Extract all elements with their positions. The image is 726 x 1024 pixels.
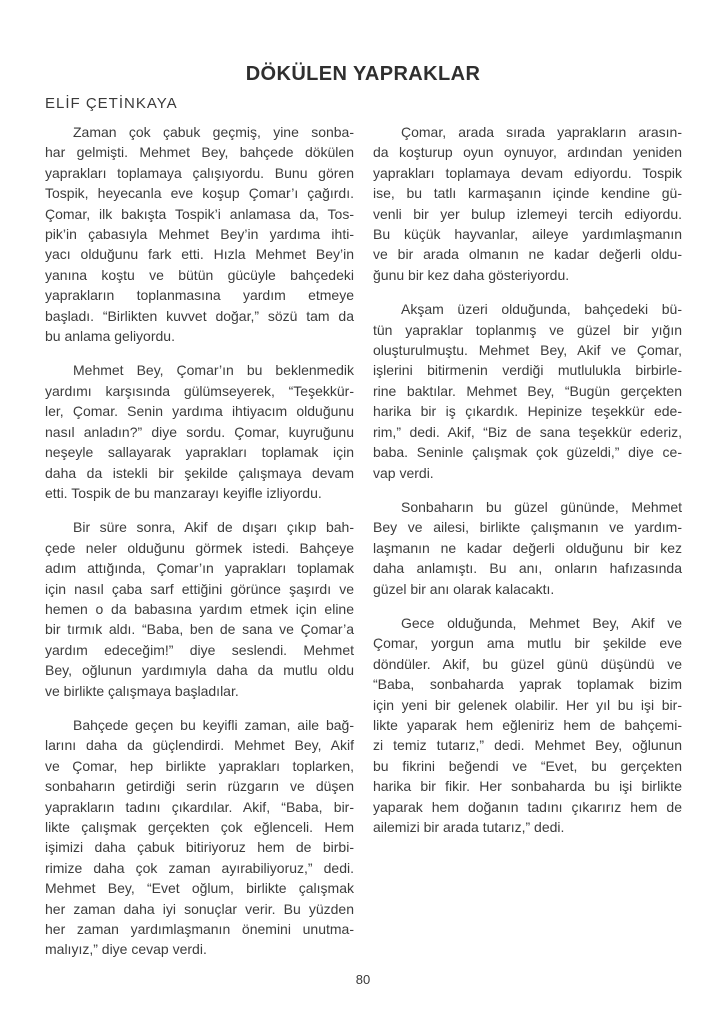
text-line: Akşam üzeri olduğunda, bahçedeki bü- (401, 301, 682, 318)
paragraph (373, 613, 682, 837)
text-line: yaparak hem doğanın tadını çıkarırız hem de (373, 798, 682, 815)
text-columns (45, 122, 682, 974)
paragraph (45, 517, 354, 701)
paragraph (45, 715, 354, 960)
text-line: neşeyle sallayarak yaprakları toplamak için (45, 444, 354, 461)
text-line: yardım edeceğim!” diye seslendi. Mehmet (45, 641, 354, 658)
text-line: daha da istekli bir şekilde çalışmaya devam (45, 464, 354, 481)
author-name: ELİF ÇETİNKAYA (45, 95, 178, 112)
text-line: ailemizi bir arada tutarız,” dedi. (373, 819, 565, 835)
text-line: adım attığında, Çomar’ın yaprakları toplamak (45, 560, 354, 577)
text-line: ve birlikte çalışmaya başladılar. (45, 682, 239, 699)
text-line: baba. Seninle çalışmak çok güzeldi,” diye ce- (373, 444, 682, 461)
text-line: yacı olduğunu fark etti. Hızla Mehmet Bey’in (45, 246, 354, 263)
text-line: için nasıl çaba sarf ettiğini görünce şaşırdı ve (45, 580, 354, 597)
column-right (373, 122, 682, 974)
text-line: zi temiz tutarız,” dedi. Mehmet Bey, oğlunun (373, 737, 682, 754)
text-line: Sonbaharın bu güzel gününde, Mehmet (401, 498, 682, 515)
text-line: rim,” dedi. Akif, “Biz de sana teşekkür ederiz, (373, 423, 682, 440)
text-line: Tospik, heyecanla eve koşup Çomar’ı çağırdı. (45, 185, 354, 202)
text-line: ve bir arada olmanın ne kadar değerli oldu- (373, 246, 682, 263)
text-line: Bahçede geçen bu keyifli zaman, aile bağ- (73, 716, 354, 733)
text-line: yaprakların tadını çıkardılar. Akif, “Baba, bir- (45, 798, 354, 815)
text-line: bu fikrini beğendi ve “Evet, bu gerçekten (373, 757, 682, 774)
text-line: hemen o da babasına yardım etmek için eline (45, 600, 354, 617)
paragraph (373, 497, 682, 599)
text-line: döndüler. Akif, bu güzel günü düşündü ve (373, 655, 682, 672)
text-line: işlerini bitirmenin verdiği mutlulukla birbirle- (373, 362, 682, 379)
text-line: oluşturulmuştu. Mehmet Bey, Akif ve Çomar, (373, 342, 682, 359)
text-line: yaprakları toplamaya devam ediyordu. Tospik (373, 164, 682, 181)
text-line: Zaman çok çabuk geçmiş, yine sonba- (73, 124, 354, 140)
text-line: rine baktılar. Mehmet Bey, “Bugün gerçekten (373, 382, 682, 399)
text-line: çede neler olduğunu görmek istedi. Bahçeye (45, 539, 354, 556)
text-line: da koşturup oyun oynuyor, ardından yeniden (373, 144, 682, 161)
text-line: her zaman daha iyi sonuçlar verir. Bu yüzden (45, 900, 354, 917)
text-line: malıyız,” diye cevap verdi. (45, 941, 207, 958)
page-title: DÖKÜLEN YAPRAKLAR (245, 63, 481, 86)
text-line: yaprakların toplanmasına yardım etmeye (45, 287, 354, 304)
column-left (45, 122, 354, 974)
text-line: işimizi daha çabuk bitiriyoruz hem de birbi- (45, 839, 354, 856)
text-line: likte çalışmak gerçekten çok eğlenceli. Hem (45, 819, 354, 835)
paragraph (373, 122, 682, 285)
text-line: Bu küçük hayvanlar, aileye yardımlaşmanın (373, 226, 682, 243)
text-line: bir tırmık aldı. “Baba, ben de sana ve Çomar’a (45, 621, 354, 638)
page-number: 80 (355, 972, 371, 987)
text-line: yardımı karşısında gülümseyerek, “Teşekkür- (45, 382, 354, 399)
text-line: başladı. “Birlikten kuvvet doğar,” sözü tam da (45, 307, 354, 324)
text-line: etti. Tospik de bu manzarayı keyifle izliyordu. (45, 484, 322, 501)
text-line: har gelmişti. Mehmet Bey, bahçede dökülen (45, 144, 354, 161)
text-line: güzel bir anı olarak kalacaktı. (373, 580, 555, 597)
text-line: her zaman yardımlaşmanın önemini unutma- (45, 921, 354, 938)
text-line: Mehmet Bey, Çomar’ın bu beklenmedik (73, 362, 354, 379)
text-line: laşmanın ne kadar değerli olduğunu bir kez (373, 539, 682, 556)
text-line: sonbaharın getirdiği serin rüzgarın ve düşen (45, 778, 354, 795)
text-line: daha anlamıştı. Bu anı, onların hafızasında (373, 560, 682, 577)
text-line: likte yaparak hem eğleniriz hem de bahçemi- (373, 716, 682, 733)
text-line: tün yapraklar toplanmış ve güzel bir yığın (373, 321, 682, 338)
text-line: için yeni bir gelenek olabilir. Her yıl bu işi bir- (373, 696, 682, 713)
text-line: Bey ve ailesi, birlikte çalışmanın ve yardım- (373, 519, 682, 536)
text-line: pik’in çabasıyla Mehmet Bey’in yardıma ihti- (45, 226, 354, 243)
text-line: bu anlama geliyordu. (45, 328, 175, 345)
text-line: ler, Çomar. Senin yardıma ihtiyacım olduğunu (45, 403, 354, 420)
text-line: yaprakları toplamaya çalışıyordu. Bunu gören (45, 164, 354, 181)
text-line: Bir süre sonra, Akif de dışarı çıkıp bah- (73, 519, 354, 536)
paragraph (45, 122, 354, 346)
text-line: rimize daha çok zaman ayırabiliyoruz,” dedi. (45, 859, 354, 876)
text-line: ve Çomar, hep birlikte yaprakları toplarken, (45, 757, 354, 774)
text-line: harika bir fikir. Her sonbaharda bu işi birlikte (373, 778, 682, 795)
text-line: Çomar, arada sırada yaprakların arasın- (401, 124, 682, 140)
text-line: “Baba, sonbaharda yaprak toplamak bizim (373, 676, 682, 693)
text-line: ise, bu tatlı karmaşanın içinde kendine gü- (373, 185, 682, 202)
paragraph (373, 299, 682, 483)
text-line: Bey, oğlunun yardımıyla daha da mutlu oldu (45, 662, 354, 679)
text-line: vap verdi. (373, 464, 434, 481)
text-line: yanına koştu ve bütün gücüyle bahçedeki (45, 266, 354, 283)
text-line: Çomar, ilk bakışta Tospik’i anlamasa da, Tos- (45, 205, 354, 222)
text-line: larını daha da güçlendirdi. Mehmet Bey, Akif (45, 737, 354, 754)
text-line: venli bir yer bulup izlemeyi tercih ediyordu. (373, 205, 682, 222)
text-line: Mehmet Bey, “Evet oğlum, birlikte çalışmak (45, 880, 354, 897)
paragraph (45, 360, 354, 503)
text-line: ğunu bir kez daha gösteriyordu. (373, 266, 570, 283)
text-line: Gece olduğunda, Mehmet Bey, Akif ve (401, 614, 682, 631)
text-line: harika bir iş çıkardık. Hepinize teşekkür ede- (373, 403, 682, 420)
text-line: Çomar, yorgun ama mutlu bir şekilde eve (373, 635, 682, 652)
text-line: nasıl anladın?” diye sordu. Çomar, kuyruğunu (45, 423, 354, 440)
